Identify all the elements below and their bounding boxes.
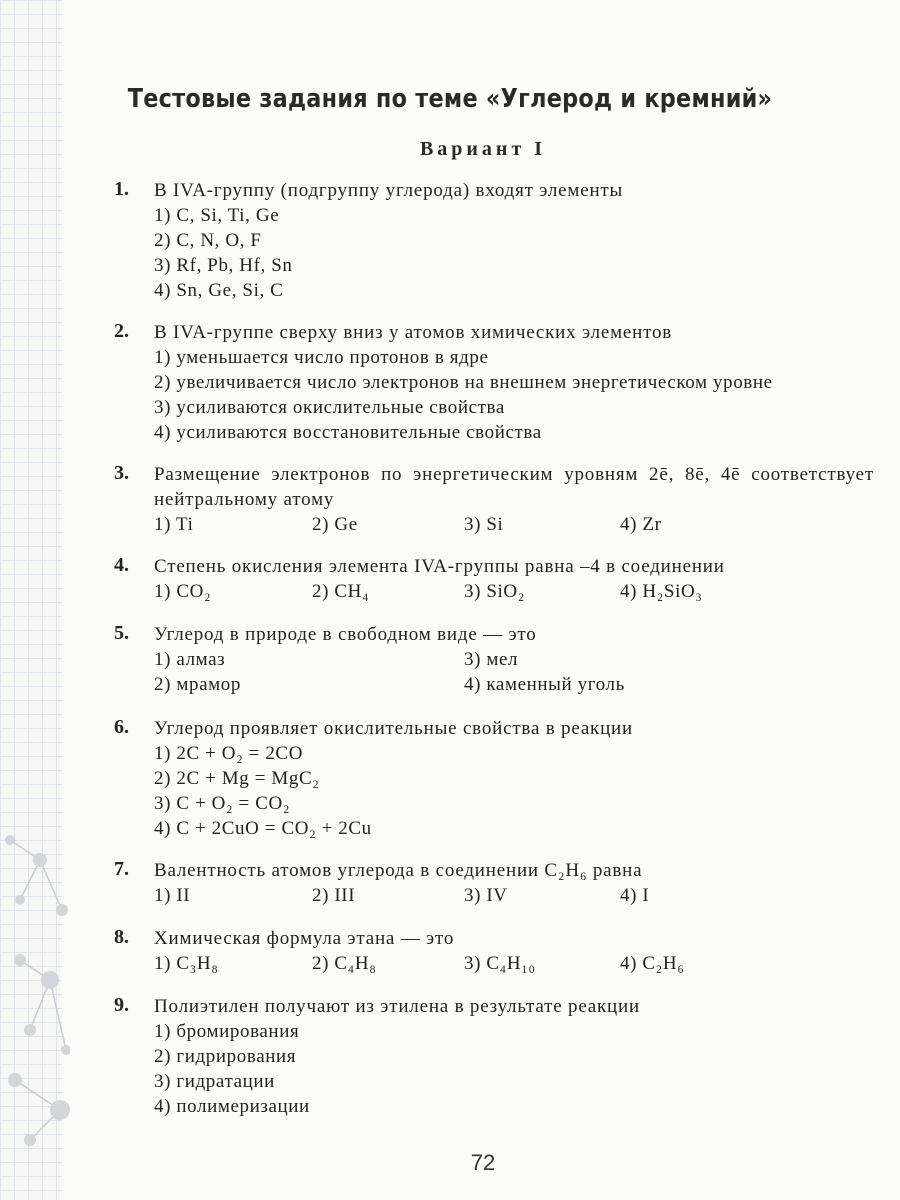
question-9 bbox=[114, 994, 874, 1119]
variant-heading: Вариант I bbox=[419, 138, 547, 160]
answer-option[interactable]: 4) усиливаются восстановительные свойства bbox=[154, 422, 542, 443]
answer-option[interactable]: 2) III bbox=[312, 885, 356, 906]
question-number: 3. bbox=[114, 462, 129, 484]
answer-option[interactable]: 2) Ge bbox=[312, 514, 358, 535]
answer-option[interactable]: 4) каменный уголь bbox=[464, 674, 625, 695]
question-2 bbox=[114, 320, 874, 445]
question-5 bbox=[114, 622, 874, 697]
question-number: 2. bbox=[114, 320, 129, 342]
question-text: В IVA-группе сверху вниз у атомов химических элементов bbox=[154, 322, 673, 343]
question-number: 9. bbox=[114, 994, 129, 1016]
answer-option[interactable]: 2) C₄H₈ bbox=[312, 953, 377, 974]
answer-option[interactable]: 4) I bbox=[620, 885, 650, 906]
question-text: В IVA-группу (подгруппу углерода) входят элементы bbox=[154, 180, 624, 201]
answer-option[interactable]: 3) Si bbox=[464, 514, 504, 535]
answer-option[interactable]: 1) Ti bbox=[154, 514, 194, 535]
question-number: 6. bbox=[114, 716, 129, 738]
question-number: 8. bbox=[114, 926, 129, 948]
question-8 bbox=[114, 926, 874, 976]
answer-option[interactable]: 1) алмаз bbox=[154, 649, 226, 670]
question-text: Полиэтилен получают из этилена в результате реакции bbox=[154, 996, 640, 1017]
answer-option[interactable]: 3) усиливаются окислительные свойства bbox=[154, 397, 505, 418]
question-number: 1. bbox=[114, 178, 129, 200]
answer-option[interactable]: 3) C₄H₁₀ bbox=[464, 953, 536, 974]
answer-option[interactable]: 2) CH₄ bbox=[312, 581, 370, 602]
answer-option[interactable]: 3) гидратации bbox=[154, 1071, 275, 1092]
question-3 bbox=[114, 462, 874, 537]
answer-option[interactable]: 4) полимеризации bbox=[154, 1096, 310, 1117]
answer-option[interactable]: 1) CO₂ bbox=[154, 581, 212, 602]
answer-option[interactable]: 3) IV bbox=[464, 885, 508, 906]
answer-option[interactable]: 2) 2C + Mg = MgC₂ bbox=[154, 768, 320, 789]
answer-option[interactable]: 1) II bbox=[154, 885, 191, 906]
answer-option[interactable]: 4) C + 2CuO = CO₂ + 2Cu bbox=[154, 818, 372, 839]
answer-option[interactable]: 3) C + O₂ = CO₂ bbox=[154, 793, 291, 814]
question-number: 7. bbox=[114, 858, 129, 880]
question-text: Размещение электронов по энергетическим уровням 2ē, 8ē, 4ē соответствует нейтральному атому bbox=[154, 464, 874, 510]
question-text: Углерод в природе в свободном виде — это bbox=[154, 624, 537, 645]
answer-option[interactable]: 4) Sn, Ge, Si, C bbox=[154, 280, 284, 301]
question-text: Валентность атомов углерода в соединении C₂H₆ равна bbox=[154, 860, 643, 881]
answer-option[interactable]: 3) Rf, Pb, Hf, Sn bbox=[154, 255, 293, 276]
question-text: Углерод проявляет окислительные свойства в реакции bbox=[154, 718, 633, 739]
answer-option[interactable]: 1) C, Si, Ti, Ge bbox=[154, 205, 280, 226]
question-6 bbox=[114, 716, 874, 841]
answer-option[interactable]: 3) SiO₂ bbox=[464, 581, 525, 602]
page-title: Тестовые задания по теме «Углерод и кремний» bbox=[127, 84, 773, 114]
question-4 bbox=[114, 554, 874, 604]
molecule-decoration-icon bbox=[0, 820, 70, 1150]
answer-option[interactable]: 3) мел bbox=[464, 649, 519, 670]
answer-option[interactable]: 1) 2C + O₂ = 2CO bbox=[154, 743, 304, 764]
question-7 bbox=[114, 858, 874, 908]
answer-option[interactable]: 2) C, N, O, F bbox=[154, 230, 262, 251]
answer-option[interactable]: 4) H₂SiO₃ bbox=[620, 581, 703, 602]
question-number: 5. bbox=[114, 622, 129, 644]
question-text: Степень окисления элемента IVA-группы равна –4 в соединении bbox=[154, 556, 725, 577]
answer-option[interactable]: 1) уменьшается число протонов в ядре bbox=[154, 347, 489, 368]
answer-option[interactable]: 1) C₃H₈ bbox=[154, 953, 219, 974]
question-number: 4. bbox=[114, 554, 129, 576]
answer-option[interactable]: 2) мрамор bbox=[154, 674, 241, 695]
answer-option[interactable]: 1) бромирования bbox=[154, 1021, 300, 1042]
answer-option[interactable]: 4) Zr bbox=[620, 514, 662, 535]
question-1 bbox=[114, 178, 874, 303]
question-text: Химическая формула этана — это bbox=[154, 928, 455, 949]
answer-option[interactable]: 2) гидрирования bbox=[154, 1046, 297, 1067]
answer-option[interactable]: 2) увеличивается число электронов на внешнем энергетическом уровне bbox=[154, 372, 773, 393]
page-number: 72 bbox=[470, 1150, 496, 1175]
answer-option[interactable]: 4) C₂H₆ bbox=[620, 953, 685, 974]
